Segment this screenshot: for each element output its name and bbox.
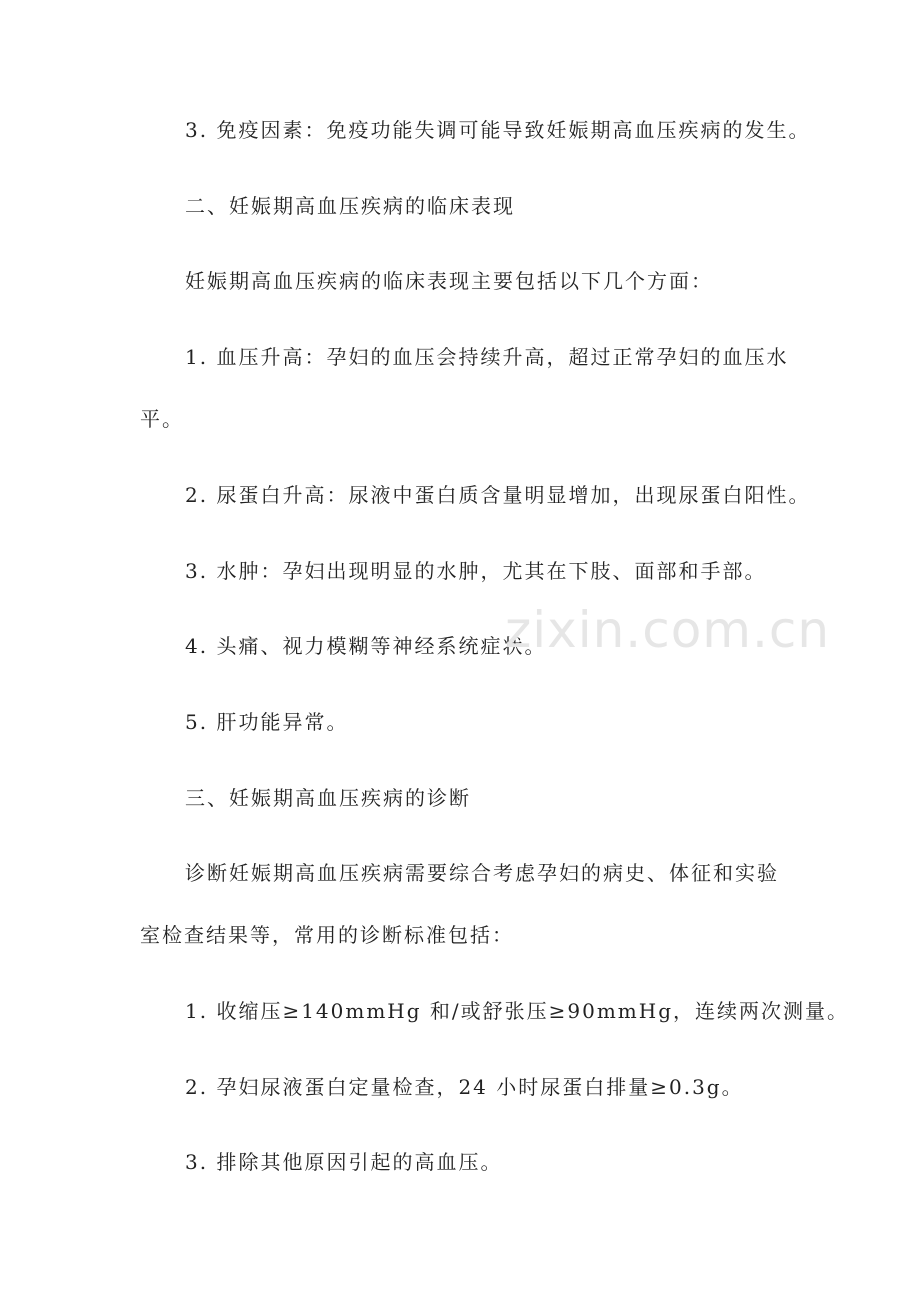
section-heading-clinical: 二、妊娠期高血压疾病的临床表现 <box>185 194 515 218</box>
paragraph-diagnosis-intro-cont: 室检查结果等，常用的诊断标准包括： <box>140 923 514 947</box>
watermark: zixin.com.cn <box>505 601 831 659</box>
list-item-neuro-symptoms: 4. 头痛、视力模糊等神经系统症状。 <box>185 634 547 658</box>
list-item-proteinuria: 2. 尿蛋白升高：尿液中蛋白质含量明显增加，出现尿蛋白阳性。 <box>185 483 811 507</box>
paragraph-clinical-intro: 妊娠期高血压疾病的临床表现主要包括以下几个方面： <box>185 269 713 293</box>
list-item-criteria-bp: 1. 收缩压≥140mmHg 和/或舒张压≥90mmHg，连续两次测量。 <box>185 999 850 1023</box>
list-item-edema: 3. 水肿：孕妇出现明显的水肿，尤其在下肢、面部和手部。 <box>185 559 767 583</box>
section-heading-diagnosis: 三、妊娠期高血压疾病的诊断 <box>185 786 471 810</box>
list-item-blood-pressure-cont: 平。 <box>140 407 184 431</box>
list-item-criteria-exclusion: 3. 排除其他原因引起的高血压。 <box>185 1150 503 1174</box>
paragraph-diagnosis-intro: 诊断妊娠期高血压疾病需要综合考虑孕妇的病史、体征和实验 <box>185 861 779 885</box>
list-item-criteria-protein: 2. 孕妇尿液蛋白定量检查，24 小时尿蛋白排量≥0.3g。 <box>185 1075 744 1099</box>
list-item-liver: 5. 肝功能异常。 <box>185 710 349 734</box>
list-item-immune-factor: 3. 免疫因素：免疫功能失调可能导致妊娠期高血压疾病的发生。 <box>185 118 811 142</box>
list-item-blood-pressure: 1. 血压升高：孕妇的血压会持续升高，超过正常孕妇的血压水 <box>185 345 789 369</box>
